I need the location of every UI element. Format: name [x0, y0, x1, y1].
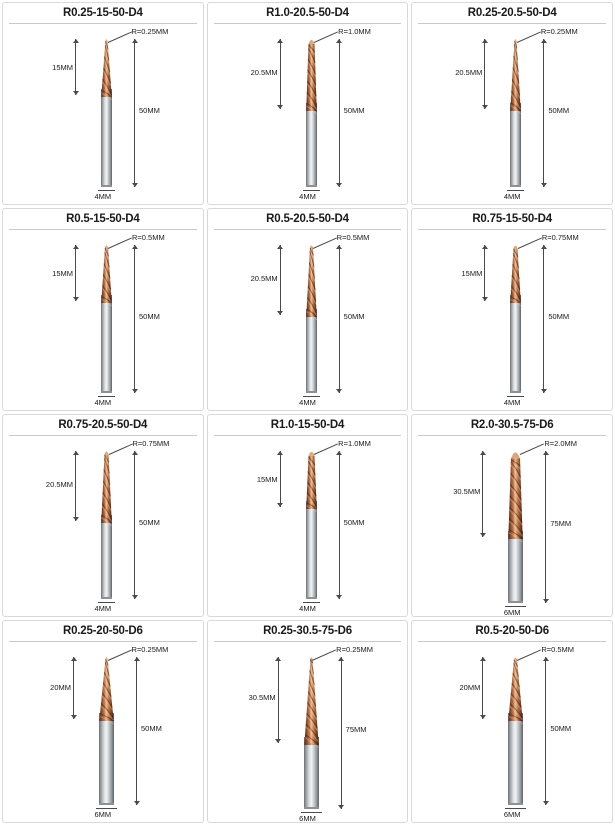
total-length-label: 50MM [548, 105, 570, 115]
tool-title: R0.75-15-50-D4 [472, 213, 552, 225]
radius-label: R=0.25MM [131, 27, 169, 36]
radius-label: R=0.5MM [132, 233, 165, 242]
tool-body-graphic [3, 643, 202, 823]
diameter-dimension [96, 808, 117, 809]
title-divider [9, 23, 197, 24]
tool-title: R1.0-20.5-50-D4 [266, 7, 349, 19]
tool-title: R0.5-15-50-D4 [66, 213, 140, 225]
radius-leader-line [312, 649, 336, 660]
flute-length-dimension [75, 39, 76, 95]
total-length-label: 50MM [343, 105, 365, 115]
diameter-dimension [301, 812, 322, 813]
flute-length-dimension [280, 39, 281, 109]
diameter-label: 4MM [503, 192, 521, 201]
tool-body-graphic [412, 643, 611, 823]
total-length-label: 50MM [139, 105, 160, 115]
flute-length-label: 15MM [256, 474, 278, 484]
total-length-label: 50MM [550, 723, 572, 733]
total-length-label: 50MM [141, 723, 162, 733]
diameter-dimension [98, 396, 115, 397]
tool-drawing [412, 437, 612, 616]
tool-card [2, 414, 204, 617]
tool-title: R0.25-20-50-D6 [62, 625, 143, 637]
diameter-dimension [303, 396, 320, 397]
flute-length-label: 30.5MM [248, 693, 276, 703]
flute-length-dimension [73, 657, 74, 719]
diameter-label: 6MM [94, 810, 112, 819]
tool-title: R0.5-20-50-D6 [475, 625, 549, 637]
tool-card [411, 208, 613, 411]
radius-leader-line [517, 649, 541, 660]
flute-length-label: 30.5MM [453, 487, 481, 497]
flute-length-dimension [280, 451, 281, 507]
diameter-label: 4MM [299, 398, 316, 407]
diameter-dimension [507, 190, 524, 191]
diameter-dimension [303, 190, 320, 191]
diameter-label: 6MM [503, 608, 521, 617]
tool-body-graphic [208, 25, 407, 205]
flute-length-dimension [280, 245, 281, 315]
tool-title: R0.25-15-50-D4 [62, 7, 143, 19]
total-length-dimension [543, 39, 544, 187]
tool-drawing [3, 643, 203, 822]
diameter-dimension [505, 606, 526, 607]
total-length-label: 50MM [548, 311, 570, 321]
tool-card [411, 2, 613, 205]
tool-drawing [208, 25, 408, 204]
tool-card [411, 414, 613, 617]
tool-card [2, 2, 204, 205]
diameter-label: 4MM [94, 192, 112, 201]
title-divider [418, 23, 606, 24]
radius-label: R=2.0MM [544, 439, 578, 448]
tool-card [207, 208, 409, 411]
total-length-label: 50MM [343, 517, 365, 527]
total-length-label: 50MM [139, 517, 160, 527]
diameter-label: 4MM [299, 604, 316, 613]
diameter-label: 4MM [503, 398, 521, 407]
tool-title: R0.5-20.5-50-D4 [266, 213, 349, 225]
total-length-dimension [545, 657, 546, 805]
title-divider [418, 229, 606, 230]
radius-label: R=0.5MM [541, 645, 575, 654]
radius-label: R=1.0MM [338, 27, 371, 36]
title-divider [214, 435, 402, 436]
total-length-label: 50MM [343, 311, 365, 321]
flute-length-label: 20MM [50, 683, 71, 693]
total-length-label: 75MM [550, 519, 572, 529]
tool-card [2, 620, 204, 823]
radius-leader-line [518, 237, 542, 248]
radius-leader-line [517, 31, 541, 42]
radius-leader-line [108, 443, 132, 454]
flute-length-dimension [484, 39, 485, 109]
flute-length-label: 20.5MM [250, 68, 278, 78]
diameter-label: 4MM [94, 604, 112, 613]
radius-label: R=0.25MM [131, 645, 169, 654]
tool-title: R0.25-30.5-75-D6 [263, 625, 352, 637]
tool-body-graphic [412, 231, 611, 411]
flute-length-dimension [484, 245, 485, 301]
flute-length-dimension [278, 657, 279, 743]
total-length-dimension [339, 451, 340, 599]
flute-length-label: 15MM [461, 268, 483, 278]
flute-length-label: 20.5MM [455, 68, 483, 78]
tool-drawing [412, 643, 612, 822]
tool-drawing [412, 25, 612, 204]
radius-label: R=0.25MM [336, 645, 374, 654]
tool-title: R0.25-20.5-50-D4 [467, 7, 557, 19]
flute-length-label: 20.5MM [45, 480, 73, 490]
flute-length-dimension [75, 451, 76, 521]
diameter-label: 6MM [299, 814, 316, 823]
tool-card [207, 414, 409, 617]
tool-body-graphic [208, 643, 407, 823]
tool-drawing [3, 437, 203, 616]
title-divider [9, 641, 197, 642]
total-length-dimension [545, 451, 546, 603]
tool-title: R0.75-20.5-50-D4 [58, 419, 148, 431]
diameter-dimension [98, 602, 115, 603]
radius-leader-line [314, 443, 338, 454]
title-divider [9, 435, 197, 436]
total-length-dimension [134, 245, 135, 393]
title-divider [214, 23, 402, 24]
tool-drawing [3, 231, 203, 410]
title-divider [418, 435, 606, 436]
title-divider [9, 229, 197, 230]
diameter-label: 4MM [94, 398, 112, 407]
tool-card [411, 620, 613, 823]
diameter-dimension [505, 808, 526, 809]
tool-card [2, 208, 204, 411]
flute-length-dimension [482, 657, 483, 719]
title-divider [214, 229, 402, 230]
flute-length-label: 20.5MM [250, 274, 278, 284]
total-length-label: 50MM [139, 311, 160, 321]
total-length-dimension [341, 657, 342, 809]
total-length-dimension [543, 245, 544, 393]
total-length-dimension [134, 451, 135, 599]
flute-length-dimension [75, 245, 76, 301]
total-length-dimension [339, 245, 340, 393]
total-length-dimension [136, 657, 137, 805]
diameter-dimension [98, 190, 115, 191]
radius-leader-line [107, 649, 131, 660]
radius-leader-line [108, 237, 132, 248]
radius-label: R=1.0MM [338, 439, 371, 448]
total-length-dimension [339, 39, 340, 187]
tool-title: R1.0-15-50-D4 [270, 419, 345, 431]
total-length-dimension [134, 39, 135, 187]
radius-label: R=0.25MM [540, 27, 578, 36]
title-divider [418, 641, 606, 642]
radius-leader-line [314, 31, 338, 42]
flute-length-dimension [482, 451, 483, 537]
tool-body-graphic [208, 231, 407, 411]
tool-drawing [412, 231, 612, 410]
tool-drawing [208, 437, 408, 616]
title-divider [214, 641, 402, 642]
tool-body-graphic [3, 25, 202, 205]
radius-leader-line [107, 31, 131, 42]
tool-title: R2.0-30.5-75-D6 [470, 419, 554, 431]
tool-drawing [208, 643, 408, 822]
total-length-label: 75MM [345, 725, 367, 735]
diameter-label: 6MM [503, 810, 521, 819]
tool-drawing [208, 231, 408, 410]
flute-length-label: 20MM [459, 683, 481, 693]
radius-label: R=0.5MM [336, 233, 370, 242]
diameter-label: 4MM [299, 192, 316, 201]
tool-drawing [3, 25, 203, 204]
diameter-dimension [507, 396, 524, 397]
tool-card [207, 2, 409, 205]
tool-card [207, 620, 409, 823]
flute-length-label: 15MM [52, 62, 73, 72]
radius-label: R=0.75MM [541, 233, 579, 242]
tool-body-graphic [3, 437, 202, 617]
radius-leader-line [312, 237, 336, 248]
diameter-dimension [303, 602, 320, 603]
radius-label: R=0.75MM [132, 439, 170, 448]
tool-body-graphic [3, 231, 202, 411]
tool-body-graphic [412, 25, 611, 205]
flute-length-label: 15MM [52, 268, 73, 278]
tool-body-graphic [412, 437, 611, 617]
tool-body-graphic [208, 437, 407, 617]
radius-leader-line [520, 443, 544, 454]
